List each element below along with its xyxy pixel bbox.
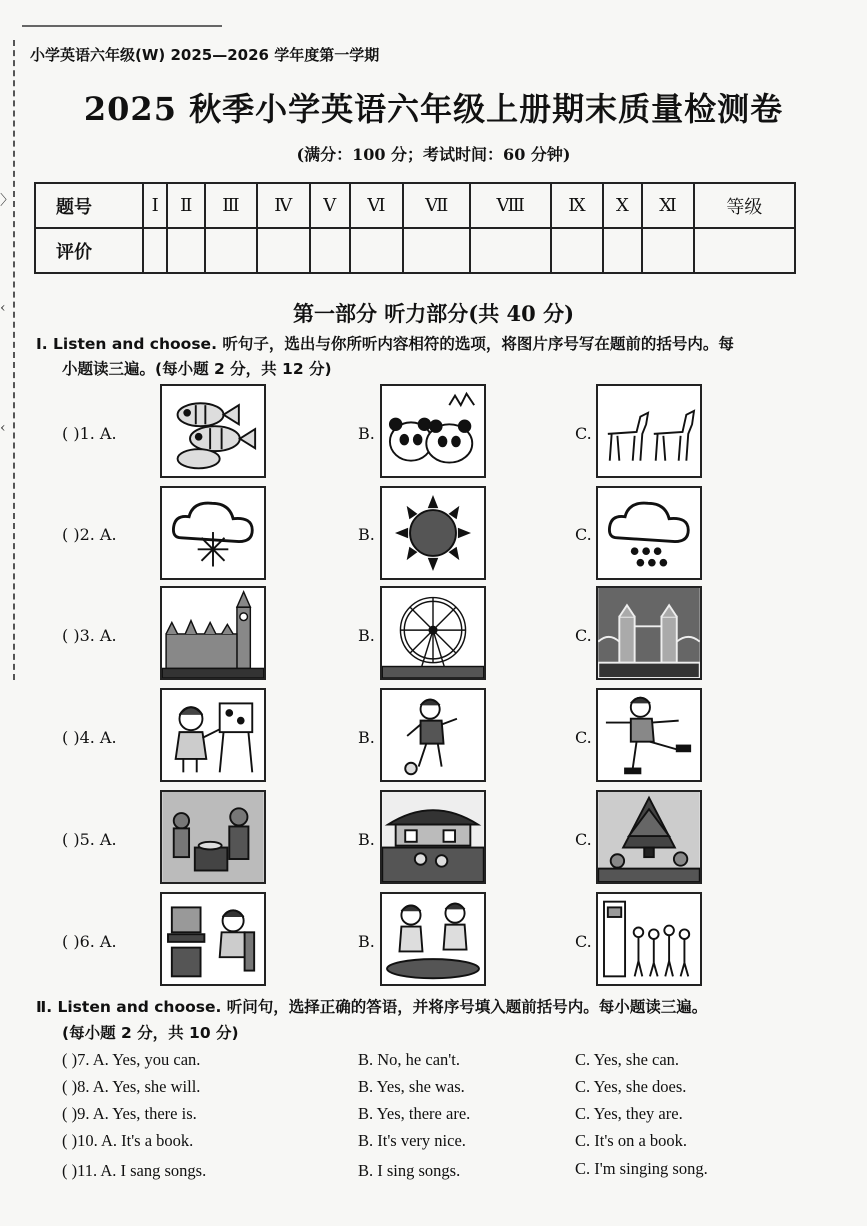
section2-instruction: Ⅱ. Listen and choose. 听问句，选择正确的答语，并将序号填入题前括号内。每小题读三遍。 xyxy=(36,998,708,1016)
option-b-label: B. xyxy=(358,728,375,747)
score-table xyxy=(34,182,796,274)
score-col: Ⅶ xyxy=(403,183,470,228)
option-c-label: C. xyxy=(575,525,592,544)
binding-mark: ‹ xyxy=(0,420,6,436)
section2-instruction-cont: (每小题 2 分，共 10 分) xyxy=(62,1024,239,1042)
question-6-label: ( )6. A. xyxy=(62,932,117,951)
family-cooking-picture[interactable] xyxy=(160,790,266,884)
part-title: 第一部分 听力部分(共 40 分) xyxy=(292,301,575,326)
pandas-picture[interactable] xyxy=(380,384,486,478)
option-b-label: B. xyxy=(358,424,375,443)
big-ben-picture[interactable] xyxy=(160,586,266,680)
question-10-b: B. It's very nice. xyxy=(358,1131,466,1150)
option-c-label: C. xyxy=(575,728,592,747)
question-8-c: C. Yes, she does. xyxy=(575,1077,687,1096)
question-10-c: C. It's on a book. xyxy=(575,1131,688,1150)
binding-mark: 〉 xyxy=(0,193,14,209)
question-7-b: B. No, he can't. xyxy=(358,1050,460,1069)
score-cell[interactable] xyxy=(470,228,551,273)
score-col: Ⅹ xyxy=(603,183,642,228)
section1-instruction: Ⅰ. Listen and choose. 听句子，选出与你所听内容相符的选项，将图片序号写在题前的括号内。每 xyxy=(36,335,734,353)
garden-party-picture[interactable] xyxy=(380,790,486,884)
option-b-label: B. xyxy=(358,525,375,544)
option-b-label: B. xyxy=(358,932,375,951)
score-cell[interactable] xyxy=(642,228,694,273)
binding-mark: ‹ xyxy=(0,300,6,316)
tower-bridge-picture[interactable] xyxy=(596,586,702,680)
option-c-label: C. xyxy=(575,830,592,849)
option-c-label: C. xyxy=(575,626,592,645)
binding-dashed-line xyxy=(13,40,15,680)
christmas-tree-picture[interactable] xyxy=(596,790,702,884)
kids-playing-picture[interactable] xyxy=(380,892,486,986)
question-3-label: ( )3. A. xyxy=(62,626,117,645)
rain-cloud-icon[interactable] xyxy=(596,486,702,580)
score-table-header-row xyxy=(35,183,795,228)
score-cell[interactable] xyxy=(603,228,642,273)
score-col: Ⅴ xyxy=(310,183,350,228)
score-col: Ⅺ xyxy=(642,183,694,228)
exam-header: 小学英语六年级(W) 2025—2026 学年度第一学期 xyxy=(30,46,380,64)
exam-subtitle: (满分：100 分；考试时间：60 分钟) xyxy=(296,145,571,164)
question-9-b: B. Yes, there are. xyxy=(358,1104,471,1123)
score-col: Ⅱ xyxy=(167,183,205,228)
score-cell[interactable] xyxy=(205,228,257,273)
score-col: Ⅸ xyxy=(551,183,603,228)
boy-skating-picture[interactable] xyxy=(596,688,702,782)
question-2-label: ( )2. A. xyxy=(62,525,117,544)
option-c-label: C. xyxy=(575,424,592,443)
score-table-row-label: 题号 xyxy=(35,183,143,228)
question-9-c: C. Yes, they are. xyxy=(575,1104,683,1123)
question-8-a: ( )8. A. Yes, she will. xyxy=(62,1077,201,1096)
sun-icon[interactable] xyxy=(380,486,486,580)
score-cell[interactable] xyxy=(143,228,167,273)
score-col: Ⅲ xyxy=(205,183,257,228)
score-col: Ⅵ xyxy=(350,183,404,228)
score-cell[interactable] xyxy=(257,228,310,273)
london-eye-picture[interactable] xyxy=(380,586,486,680)
score-table-eval-row xyxy=(35,228,795,273)
question-4-label: ( )4. A. xyxy=(62,728,117,747)
computer-boy-picture[interactable] xyxy=(160,892,266,986)
question-5-label: ( )5. A. xyxy=(62,830,117,849)
horses-picture[interactable] xyxy=(596,384,702,478)
score-cell[interactable] xyxy=(310,228,350,273)
snow-cloud-icon[interactable] xyxy=(160,486,266,580)
question-7-a: ( )7. A. Yes, you can. xyxy=(62,1050,201,1069)
score-col: Ⅷ xyxy=(470,183,551,228)
option-b-label: B. xyxy=(358,626,375,645)
score-col: Ⅰ xyxy=(143,183,167,228)
question-7-c: C. Yes, she can. xyxy=(575,1050,680,1069)
question-11-b: B. I sing songs. xyxy=(358,1161,461,1180)
option-b-label: B. xyxy=(358,830,375,849)
question-8-b: B. Yes, she was. xyxy=(358,1077,465,1096)
score-cell[interactable] xyxy=(551,228,603,273)
score-cell[interactable] xyxy=(350,228,404,273)
question-11-a: ( )11. A. I sang songs. xyxy=(62,1161,207,1180)
score-col: Ⅳ xyxy=(257,183,310,228)
top-rule xyxy=(22,25,222,27)
boy-football-picture[interactable] xyxy=(380,688,486,782)
section1-instruction-cont: 小题读三遍。(每小题 2 分，共 12 分) xyxy=(62,360,332,378)
girl-painting-picture[interactable] xyxy=(160,688,266,782)
question-10-a: ( )10. A. It's a book. xyxy=(62,1131,194,1150)
score-cell[interactable] xyxy=(167,228,205,273)
score-cell[interactable] xyxy=(694,228,795,273)
question-1-label: ( )1. A. xyxy=(62,424,117,443)
question-9-a: ( )9. A. Yes, there is. xyxy=(62,1104,197,1123)
score-table-row-label: 评价 xyxy=(35,228,143,273)
fish-picture[interactable] xyxy=(160,384,266,478)
people-queue-picture[interactable] xyxy=(596,892,702,986)
option-c-label: C. xyxy=(575,932,592,951)
question-11-c: C. I'm singing song. xyxy=(575,1159,708,1178)
exam-title: 2025 秋季小学英语六年级上册期末质量检测卷 xyxy=(83,90,784,128)
score-col: 等级 xyxy=(694,183,795,228)
score-cell[interactable] xyxy=(403,228,470,273)
